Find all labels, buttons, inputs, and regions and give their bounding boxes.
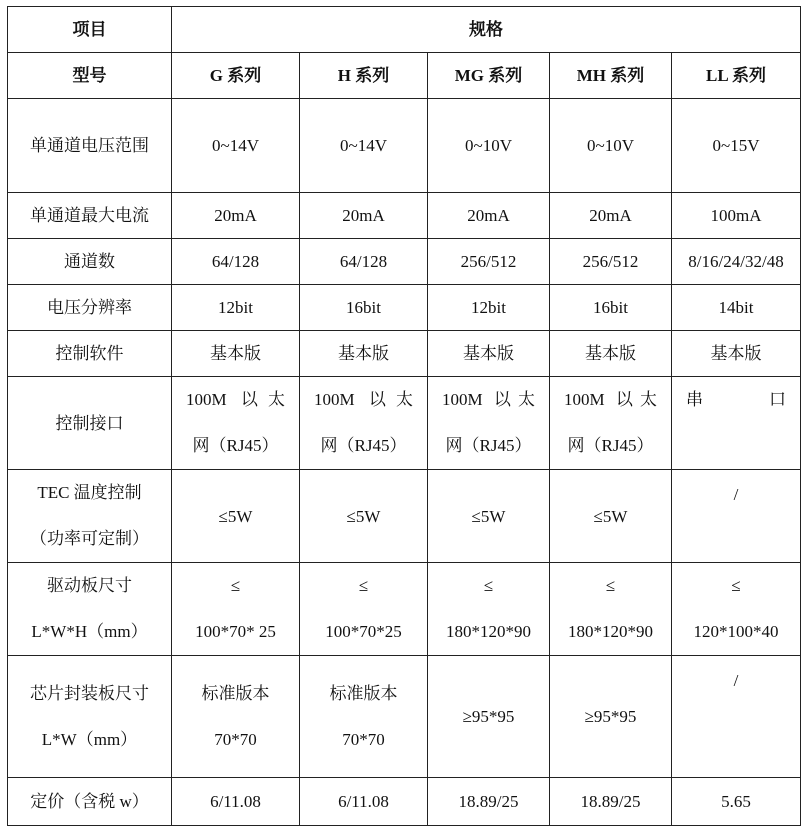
row-value-cell: 6/11.08 <box>300 778 428 826</box>
row-value-cell-line: 100M 以太 <box>314 390 413 409</box>
row-value-cell: 256/512 <box>550 239 672 285</box>
series-header-cell: H 系列 <box>300 53 428 99</box>
row-value-cell-line: 网（RJ45） <box>445 436 532 455</box>
series-header-cell: MG 系列 <box>428 53 550 99</box>
row-value-cell-line: 串口 <box>686 390 786 409</box>
row-value-cell <box>172 656 300 778</box>
row-label-cell: 通道数 <box>8 239 172 285</box>
row-value-cell: 16bit <box>550 285 672 331</box>
row-value-cell: 基本版 <box>172 331 300 377</box>
series-header-cell: MH 系列 <box>550 53 672 99</box>
row-value-cell <box>300 656 428 778</box>
row-value-cell-line: 网（RJ45） <box>567 436 654 455</box>
row-value-cell-line: ≤ <box>483 576 494 595</box>
series-header-cell: G 系列 <box>172 53 300 99</box>
row-value-cell <box>172 563 300 656</box>
row-label-cell-line: 驱动板尺寸 <box>47 576 132 595</box>
row-label-cell: 控制软件 <box>8 331 172 377</box>
row-value-cell <box>300 377 428 470</box>
row-value-cell-line: 180*120*90 <box>446 622 531 641</box>
row-value-cell: ≤5W <box>300 470 428 563</box>
row-value-cell-line: 网（RJ45） <box>192 436 279 455</box>
row-value-cell: 20mA <box>428 193 550 239</box>
row-value-cell: 18.89/25 <box>550 778 672 826</box>
series-header-cell: LL 系列 <box>672 53 801 99</box>
row-value-cell: ≤5W <box>172 470 300 563</box>
row-value-cell: ≥95*95 <box>428 656 550 778</box>
table-row <box>8 285 801 331</box>
header-spec-cell: 规格 <box>172 7 801 53</box>
row-value-cell: 16bit <box>300 285 428 331</box>
row-value-cell-line: 70*70 <box>342 729 385 749</box>
header-item-cell: 项目 <box>8 7 172 53</box>
row-value-cell-line: 100M 以太 <box>442 390 535 409</box>
row-value-cell-line: 70*70 <box>214 729 257 749</box>
row-label-cell: 电压分辨率 <box>8 285 172 331</box>
row-value-cell: 20mA <box>550 193 672 239</box>
row-value-cell: 0~14V <box>300 99 428 193</box>
row-value-cell-line: 120*100*40 <box>693 622 779 641</box>
row-label-cell <box>8 563 172 656</box>
row-value-cell <box>172 377 300 470</box>
row-value-cell: 14bit <box>672 285 801 331</box>
row-label-cell: 控制接口 <box>8 377 172 470</box>
row-value-cell: 基本版 <box>672 331 801 377</box>
row-value-cell-line: ≤ <box>230 576 241 595</box>
row-value-cell: 5.65 <box>672 778 801 826</box>
row-value-cell: 20mA <box>172 193 300 239</box>
row-value-cell: / <box>672 470 801 563</box>
row-label-cell-line: （功率可定制） <box>30 529 149 548</box>
row-label-cell-line: L*W（mm） <box>41 729 138 749</box>
table-row <box>8 99 801 193</box>
row-label-cell <box>8 656 172 778</box>
row-label-cell-line: 芯片封装板尺寸 <box>30 683 149 703</box>
model-row <box>8 53 801 99</box>
row-value-cell: 20mA <box>300 193 428 239</box>
row-label-cell <box>8 470 172 563</box>
table-row <box>8 563 801 656</box>
row-value-cell-line: 100M 以太 <box>186 390 285 409</box>
row-label-cell-line: L*W*H（mm） <box>31 622 148 641</box>
table-row <box>8 656 801 778</box>
row-value-cell: 12bit <box>172 285 300 331</box>
table-row <box>8 377 801 470</box>
row-value-cell-line: ≤ <box>358 576 369 595</box>
row-value-cell <box>428 377 550 470</box>
row-value-cell-line: 100*70* 25 <box>195 622 276 641</box>
row-value-cell <box>672 563 801 656</box>
row-label-cell: 单通道最大电流 <box>8 193 172 239</box>
row-value-cell <box>300 563 428 656</box>
row-value-cell: 0~15V <box>672 99 801 193</box>
model-label-cell: 型号 <box>8 53 172 99</box>
row-value-cell: / <box>672 656 801 778</box>
row-value-cell <box>550 563 672 656</box>
row-value-cell: 基本版 <box>428 331 550 377</box>
row-value-cell-line: ≤ <box>731 576 741 595</box>
row-value-cell-line: ≤ <box>605 576 616 595</box>
table-row <box>8 470 801 563</box>
table-row <box>8 193 801 239</box>
row-value-cell <box>672 377 801 470</box>
row-value-cell-line <box>678 423 794 469</box>
row-value-cell: ≤5W <box>550 470 672 563</box>
row-label-cell: 单通道电压范围 <box>8 99 172 193</box>
row-value-cell: 0~14V <box>172 99 300 193</box>
header-row <box>8 7 801 53</box>
row-label-cell: 定价（含税 w） <box>8 778 172 826</box>
row-value-cell: 64/128 <box>300 239 428 285</box>
row-value-cell-line: 标准版本 <box>329 683 398 703</box>
row-value-cell: 12bit <box>428 285 550 331</box>
row-value-cell <box>550 377 672 470</box>
row-value-cell-line: 标准版本 <box>201 683 270 703</box>
row-value-cell: ≤5W <box>428 470 550 563</box>
row-value-cell-line: 100M 以太 <box>564 390 657 409</box>
spec-table <box>7 6 801 826</box>
row-value-cell: 基本版 <box>550 331 672 377</box>
row-value-cell: 基本版 <box>300 331 428 377</box>
row-value-cell: ≥95*95 <box>550 656 672 778</box>
row-value-cell-line: 网（RJ45） <box>320 436 407 455</box>
row-value-cell: 0~10V <box>550 99 672 193</box>
row-value-cell: 8/16/24/32/48 <box>672 239 801 285</box>
row-value-cell: 6/11.08 <box>172 778 300 826</box>
row-label-cell-line: TEC 温度控制 <box>37 483 142 502</box>
row-value-cell <box>428 563 550 656</box>
table-row <box>8 331 801 377</box>
row-value-cell: 0~10V <box>428 99 550 193</box>
row-value-cell: 100mA <box>672 193 801 239</box>
row-value-cell-line: 100*70*25 <box>325 622 402 641</box>
row-value-cell: 64/128 <box>172 239 300 285</box>
row-value-cell: 256/512 <box>428 239 550 285</box>
table-row <box>8 778 801 826</box>
table-row <box>8 239 801 285</box>
row-value-cell: 18.89/25 <box>428 778 550 826</box>
row-value-cell-line: 180*120*90 <box>568 622 653 641</box>
